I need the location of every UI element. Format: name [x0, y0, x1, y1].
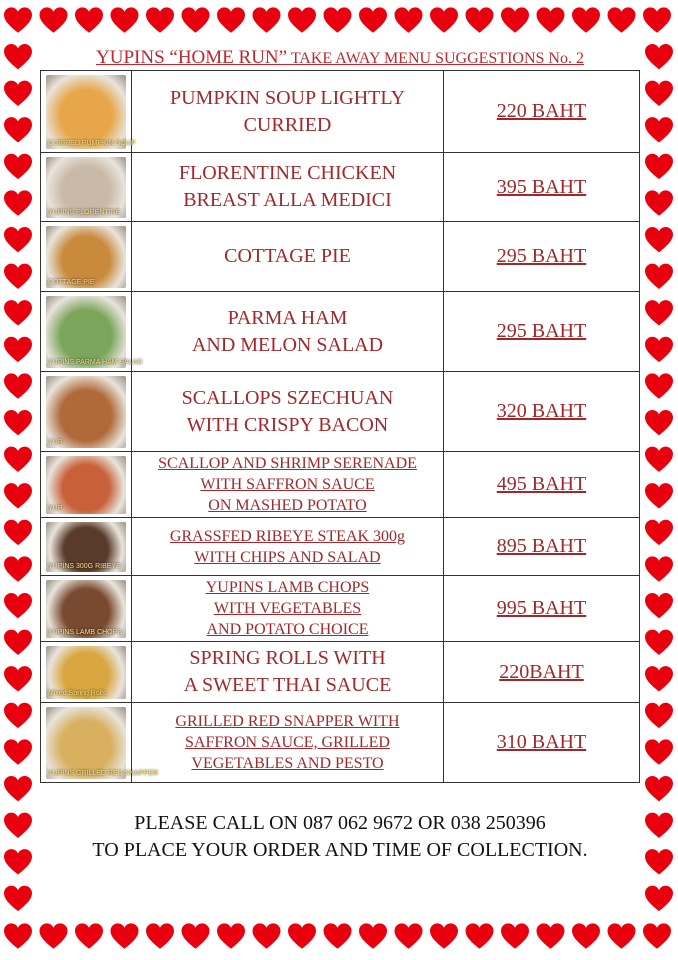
dish-name [132, 71, 444, 153]
heart-icon [645, 227, 673, 252]
dish-photo-cell [41, 518, 132, 576]
dish-name [132, 372, 444, 452]
heart-icon [4, 264, 32, 289]
heart-icon [253, 923, 281, 948]
dish-name [132, 452, 444, 518]
heart-icon [572, 7, 600, 32]
heart-icon [288, 7, 316, 32]
heart-icon [645, 703, 673, 728]
heart-icon [501, 923, 529, 948]
dish-price: 320 BAHT [444, 372, 640, 452]
dish-name [132, 518, 444, 576]
dish-name [132, 642, 444, 703]
order-collection-line: TO PLACE YOUR ORDER AND TIME OF COLLECTION. [92, 839, 588, 861]
menu-row [41, 372, 640, 452]
heart-icon [645, 154, 673, 179]
heart-icon [645, 630, 673, 655]
dish-price: 895 BAHT [444, 518, 640, 576]
dish-name-line: PUMPKIN SOUP LIGHTLY [169, 86, 406, 109]
dish-name-line: VEGETABLES AND PESTO [191, 755, 384, 772]
heart-icon [501, 7, 529, 32]
dish-name-line: BREAST ALLA MEDICI [183, 189, 392, 211]
dish-name [132, 292, 444, 372]
heart-icon [4, 556, 32, 581]
dish-photo-caption: YUPINS 300G RIBEYE [48, 562, 121, 570]
heart-icon [4, 483, 32, 508]
heart-icon [645, 666, 673, 691]
dish-name-line: WITH VEGETABLES [213, 600, 362, 617]
heart-icon [111, 7, 139, 32]
heart-icon [466, 923, 494, 948]
dish-photo [46, 707, 159, 779]
heart-icon [537, 923, 565, 948]
dish-price: 220 BAHT [444, 71, 640, 153]
dish-name-line: GRILLED RED SNAPPER WITH [175, 713, 400, 730]
heart-icon [182, 923, 210, 948]
heart-icon [324, 923, 352, 948]
dish-name-line: PARMA HAM [227, 306, 348, 329]
heart-icon [645, 190, 673, 215]
heart-icon [146, 923, 174, 948]
dish-photo-caption: YUPINS LAMB CHOPS [48, 628, 122, 636]
dish-price: 995 BAHT [444, 576, 640, 642]
heart-icon [4, 447, 32, 472]
dish-photo-caption: Mixed Spring Rolls [48, 689, 107, 697]
heart-icon [4, 81, 32, 106]
dish-photo-caption: YUP [48, 438, 63, 446]
heart-icon [395, 7, 423, 32]
heart-icon [4, 44, 32, 69]
dish-photo-caption: YUPINS FLORENTINE [48, 208, 121, 216]
dish-name-line: A SWEET THAI SAUCE [183, 674, 392, 696]
dish-name [132, 703, 444, 783]
heart-icon [645, 739, 673, 764]
heart-icon [253, 7, 281, 32]
heart-icon [430, 923, 458, 948]
dish-name-line: YUPINS LAMB CHOPS [205, 579, 370, 596]
heart-icon [645, 556, 673, 581]
title-rest: TAKE AWAY MENU SUGGESTIONS No. 2 [290, 50, 584, 67]
heart-icon [111, 923, 139, 948]
heart-icon [4, 117, 32, 142]
dish-name-line: CURRIED [243, 113, 332, 136]
heart-icon [4, 813, 32, 838]
heart-icon [75, 7, 103, 32]
dish-photo-cell [41, 71, 136, 153]
menu-title [40, 47, 640, 70]
dish-price: 395 BAHT [444, 153, 640, 222]
dish-name-line: AND POTATO CHOICE [206, 621, 369, 638]
dish-photo-caption: YUPINS PARMA HAM SALAD [48, 358, 143, 366]
heart-icon [466, 7, 494, 32]
dish-name-line: SCALLOP AND SHRIMP SERENADE [158, 455, 417, 472]
heart-icon [537, 7, 565, 32]
heart-icon [643, 7, 671, 32]
title-main: YUPINS “HOME RUN” [96, 47, 288, 68]
heart-icon [4, 7, 32, 32]
heart-icon [4, 923, 32, 948]
heart-icon [4, 373, 32, 398]
heart-icon [4, 227, 32, 252]
heart-icon [288, 923, 316, 948]
heart-icon [40, 7, 68, 32]
heart-icon [645, 264, 673, 289]
dish-photo-cell [41, 576, 132, 642]
heart-icon [359, 7, 387, 32]
heart-icon [4, 520, 32, 545]
heart-icon [645, 410, 673, 435]
heart-icon [4, 666, 32, 691]
heart-icon [645, 373, 673, 398]
heart-icon [645, 886, 673, 911]
heart-icon [4, 154, 32, 179]
dish-name-line: SPRING ROLLS WITH [189, 647, 386, 669]
dish-photo-caption: YUPINS GRILLED RED SNAPPER [48, 769, 159, 777]
heart-icon [4, 593, 32, 618]
dish-photo-caption: YUP [48, 504, 63, 512]
menu-row [41, 222, 640, 292]
dish-name-line: COTTAGE PIE [224, 245, 351, 267]
heart-icon [645, 117, 673, 142]
menu-row [41, 576, 640, 642]
heart-icon [4, 703, 32, 728]
heart-icon [4, 300, 32, 325]
heart-icon [645, 447, 673, 472]
dish-name-line: FLORENTINE CHICKEN [178, 162, 397, 184]
heart-icon [645, 849, 673, 874]
heart-icon [4, 630, 32, 655]
heart-icon [4, 776, 32, 801]
dish-photo-caption: COTTAGE PIE [48, 278, 95, 286]
dish-name-line: WITH CHIPS AND SALAD [194, 548, 381, 566]
heart-icon [645, 813, 673, 838]
menu-row [41, 642, 640, 703]
heart-icon [645, 483, 673, 508]
dish-name [132, 222, 444, 292]
order-instructions [40, 810, 640, 864]
heart-icon [359, 923, 387, 948]
heart-icon [4, 849, 32, 874]
dish-photo [46, 646, 126, 699]
dish-photo [46, 75, 136, 149]
heart-icon [75, 923, 103, 948]
menu-row [41, 452, 640, 518]
dish-photo [46, 226, 126, 288]
menu-row [41, 703, 640, 783]
dish-name-line: ON MASHED POTATO [208, 497, 367, 514]
menu-row [41, 153, 640, 222]
heart-icon [645, 81, 673, 106]
menu-row [41, 518, 640, 576]
dish-price: 310 BAHT [444, 703, 640, 783]
heart-icon [182, 7, 210, 32]
dish-name [132, 153, 444, 222]
heart-icon [40, 923, 68, 948]
heart-icon [572, 923, 600, 948]
dish-photo [46, 580, 126, 638]
dish-photo-cell [41, 372, 132, 452]
dish-photo [46, 456, 126, 514]
heart-icon [645, 520, 673, 545]
dish-price: 295 BAHT [444, 292, 640, 372]
heart-icon [645, 593, 673, 618]
order-phone-line: PLEASE CALL ON 087 062 9672 OR 038 250396 [134, 812, 546, 834]
menu-table [40, 70, 640, 783]
heart-icon [324, 7, 352, 32]
dish-name [132, 576, 444, 642]
dish-photo [46, 376, 126, 448]
dish-photo-caption: CURRIED PUMPKIN SOUP [48, 139, 136, 147]
heart-icon [4, 739, 32, 764]
dish-photo-cell [41, 153, 132, 222]
heart-icon [645, 300, 673, 325]
heart-icon [430, 7, 458, 32]
heart-icon [4, 190, 32, 215]
heart-icon [146, 7, 174, 32]
heart-icon [4, 410, 32, 435]
dish-photo [46, 296, 143, 368]
heart-icon [395, 923, 423, 948]
menu-row [41, 71, 640, 153]
dish-price: 295 BAHT [444, 222, 640, 292]
heart-icon [4, 337, 32, 362]
dish-photo [46, 522, 126, 572]
dish-name-line: SCALLOPS SZECHUAN [181, 386, 394, 409]
dish-price: 495 BAHT [444, 452, 640, 518]
heart-icon [608, 7, 636, 32]
heart-icon [217, 7, 245, 32]
dish-name-line: GRASSFED RIBEYE STEAK 300g [169, 527, 406, 545]
heart-icon [4, 886, 32, 911]
dish-name-line: WITH SAFFRON SAUCE [200, 476, 375, 493]
dish-name-line: WITH CRISPY BACON [186, 413, 389, 436]
heart-icon [217, 923, 245, 948]
dish-photo [46, 157, 126, 218]
heart-icon [645, 776, 673, 801]
dish-photo-cell [41, 292, 143, 372]
menu-row [41, 292, 640, 372]
dish-photo-cell [41, 642, 132, 703]
heart-icon [645, 337, 673, 362]
dish-name-line: SAFFRON SAUCE, GRILLED [185, 734, 390, 751]
heart-icon [608, 923, 636, 948]
dish-photo-cell [41, 222, 132, 292]
heart-icon [645, 44, 673, 69]
heart-icon [643, 923, 671, 948]
dish-photo-cell [41, 452, 132, 518]
dish-name-line: AND MELON SALAD [191, 333, 384, 356]
dish-photo-cell [41, 703, 159, 783]
dish-price: 220BAHT [444, 642, 640, 703]
